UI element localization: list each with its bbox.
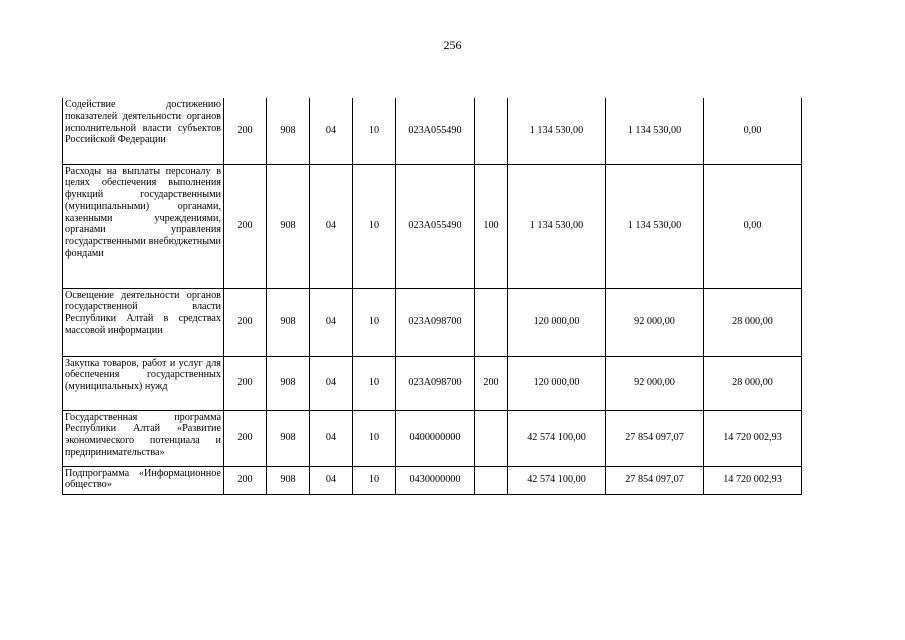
amount-plan-cell: 42 574 100,00 — [508, 466, 606, 494]
ministry-code-cell: 908 — [267, 98, 310, 164]
target-code-cell: 023A098700 — [396, 288, 475, 356]
expense-type-cell — [475, 98, 508, 164]
expense-type-cell — [475, 466, 508, 494]
expense-type-cell — [475, 410, 508, 466]
section-code-cell: 04 — [310, 466, 353, 494]
subsection-code-cell: 10 — [353, 356, 396, 410]
row-name-cell: Расходы на выплаты персоналу в целях обеспечения выполнения функций государственными (муниципальными) органами, казенными учреждениями, органами управления государственными внебюджетными фондами — [63, 164, 224, 288]
adm-code-cell: 200 — [224, 98, 267, 164]
amount-rest-cell: 14 720 002,93 — [704, 466, 802, 494]
row-name-cell: Освещение деятельности органов государственной власти Республики Алтай в средствах массовой информации — [63, 288, 224, 356]
expense-type-cell: 200 — [475, 356, 508, 410]
amount-plan-cell: 1 134 530,00 — [508, 98, 606, 164]
section-code-cell: 04 — [310, 98, 353, 164]
amount-rest-cell: 14 720 002,93 — [704, 410, 802, 466]
ministry-code-cell: 908 — [267, 356, 310, 410]
expense-type-cell: 100 — [475, 164, 508, 288]
adm-code-cell: 200 — [224, 410, 267, 466]
subsection-code-cell: 10 — [353, 288, 396, 356]
table-row — [63, 164, 802, 288]
amount-exec-cell: 1 134 530,00 — [606, 164, 704, 288]
amount-exec-cell: 27 854 097,07 — [606, 410, 704, 466]
target-code-cell: 023A098700 — [396, 356, 475, 410]
subsection-code-cell: 10 — [353, 164, 396, 288]
row-name-cell: Содействие достижению показателей деятельности органов исполнительной власти субъектов Российской Федерации — [63, 98, 224, 164]
section-code-cell: 04 — [310, 164, 353, 288]
amount-plan-cell: 42 574 100,00 — [508, 410, 606, 466]
section-code-cell: 04 — [310, 288, 353, 356]
row-name-cell: Закупка товаров, работ и услуг для обеспечения государственных (муниципальных) нужд — [63, 356, 224, 410]
table-row — [63, 356, 802, 410]
adm-code-cell: 200 — [224, 288, 267, 356]
adm-code-cell: 200 — [224, 356, 267, 410]
amount-exec-cell: 92 000,00 — [606, 356, 704, 410]
subsection-code-cell: 10 — [353, 98, 396, 164]
section-code-cell: 04 — [310, 356, 353, 410]
amount-plan-cell: 120 000,00 — [508, 356, 606, 410]
amount-plan-cell: 120 000,00 — [508, 288, 606, 356]
amount-rest-cell: 0,00 — [704, 98, 802, 164]
amount-exec-cell: 92 000,00 — [606, 288, 704, 356]
row-name-cell: Подпрограмма «Информационное общество» — [63, 466, 224, 494]
row-name-cell: Государственная программа Республики Алтай «Развитие экономического потенциала и предпринимательства» — [63, 410, 224, 466]
subsection-code-cell: 10 — [353, 410, 396, 466]
ministry-code-cell: 908 — [267, 288, 310, 356]
ministry-code-cell: 908 — [267, 164, 310, 288]
ministry-code-cell: 908 — [267, 466, 310, 494]
target-code-cell: 0400000000 — [396, 410, 475, 466]
amount-rest-cell: 28 000,00 — [704, 356, 802, 410]
amount-exec-cell: 1 134 530,00 — [606, 98, 704, 164]
page-number: 256 — [443, 38, 462, 52]
amount-rest-cell: 0,00 — [704, 164, 802, 288]
amount-rest-cell: 28 000,00 — [704, 288, 802, 356]
table-row — [63, 98, 802, 164]
table-row — [63, 410, 802, 466]
table-row — [63, 288, 802, 356]
subsection-code-cell: 10 — [353, 466, 396, 494]
expense-type-cell — [475, 288, 508, 356]
amount-exec-cell: 27 854 097,07 — [606, 466, 704, 494]
table-row — [63, 466, 802, 494]
section-code-cell: 04 — [310, 410, 353, 466]
target-code-cell: 023A055490 — [396, 98, 475, 164]
amount-plan-cell: 1 134 530,00 — [508, 164, 606, 288]
adm-code-cell: 200 — [224, 466, 267, 494]
adm-code-cell: 200 — [224, 164, 267, 288]
target-code-cell: 023A055490 — [396, 164, 475, 288]
target-code-cell: 0430000000 — [396, 466, 475, 494]
budget-table — [62, 98, 802, 495]
ministry-code-cell: 908 — [267, 410, 310, 466]
